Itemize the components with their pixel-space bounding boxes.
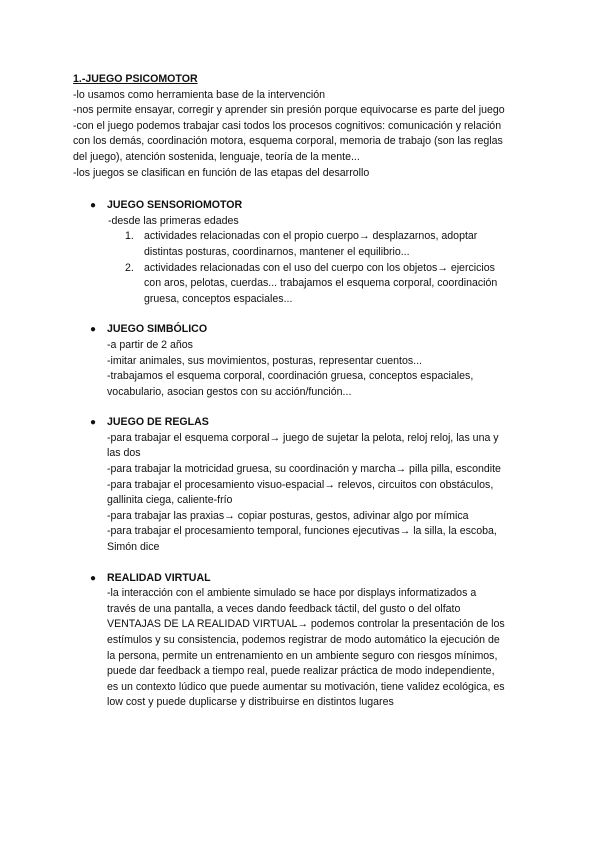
section-line: -para trabajar el procesamiento visuo-espacial→ relevos, circuitos con obstáculos, [107,478,494,491]
section-line: Simón dice [107,541,160,554]
document-title: 1.-JUEGO PSICOMOTOR [73,73,198,85]
bullet-icon: ● [90,572,97,584]
section-line: vocabulario, asocian gestos con su acción/función... [107,385,352,398]
intro-line: del juego), atención sostenida, lenguaje, teoría de la mente... [73,150,360,163]
intro-line: -los juegos se clasifican en función de las etapas del desarrollo [73,166,370,179]
numbered-item [107,261,540,308]
item-line: gruesa, conceptos espaciales... [144,292,293,305]
numbered-item [107,229,540,260]
intro-line: -lo usamos como herramienta base de la intervención [73,88,326,101]
section-simbolico [73,322,540,400]
section-realidad-virtual [73,571,540,711]
section-line: es un contexto lúdico que puede aumentar su motivación, tiene validez ecológica, es [107,680,505,693]
section-sensoriomotor [73,198,540,307]
section-line: la persona, permite un entrenamiento en un ambiente seguro con riesgos mínimos, [107,649,498,662]
bullet-icon: ● [90,324,97,336]
section-line: las dos [107,447,141,460]
section-title: REALIDAD VIRTUAL [107,571,211,584]
section-line: estímulos y su consistencia, podemos registrar de modo automático la ejecución de [107,634,500,646]
section-title: JUEGO SIMBÓLICO [107,323,208,336]
intro-block [73,88,540,182]
item-line: distintas posturas, coordinarnos, mantener el equilibrio... [144,245,410,258]
section-line: -para trabajar el esquema corporal→ juego de sujetar la pelota, reloj reloj, las una y [107,431,499,444]
section-title: JUEGO SENSORIOMOTOR [107,199,243,212]
section-reglas [73,415,540,555]
item-line: actividades relacionadas con el uso del cuerpo con los objetos→ ejercicios [144,261,495,274]
section-line: low cost y puede duplicarse y distribuirse en distintos lugares [107,696,394,709]
section-line: -desde las primeras edades [108,214,239,227]
intro-line: -con el juego podemos trabajar casi todos los procesos cognitivos: comunicación y relación [73,119,502,132]
section-line: través de una pantalla, a veces dando feedback táctil, del gusto o del olfato [107,602,461,615]
bullet-icon: ● [90,417,97,429]
section-line: puede dar feedback a tiempo real, puede realizar práctica de modo independiente, [107,665,495,678]
section-line: VENTAJAS DE LA REALIDAD VIRTUAL→ podemos controlar la presentación de los [107,618,505,631]
intro-line: -nos permite ensayar, corregir y aprender sin presión porque equivocarse es parte del juego [73,104,505,117]
section-line: -a partir de 2 años [107,338,193,351]
section-line: -para trabajar las praxias→ copiar posturas, gestos, adivinar algo por mímica [107,509,469,522]
section-line: -para trabajar la motricidad gruesa, su coordinación y marcha→ pilla pilla, escondite [107,463,501,476]
item-line: con aros, pelotas, cuerdas... trabajamos el esquema corporal, coordinación [144,277,498,290]
bullet-icon: ● [90,200,97,212]
item-number: 1. [125,230,134,243]
item-line: actividades relacionadas con el propio cuerpo→ desplazarnos, adoptar [144,230,478,243]
section-line: -para trabajar el procesamiento temporal, funciones ejecutivas→ la silla, la escoba, [107,525,497,538]
section-title: JUEGO DE REGLAS [107,416,209,429]
item-number: 2. [125,261,134,274]
section-line: gallinita ciega, caliente-frío [107,494,233,507]
section-line: -la interacción con el ambiente simulado se hace por displays informatizados a [107,587,477,600]
intro-line: con los demás, coordinación motora, esquema corporal, memoria de trabajo (son las reglas [73,135,503,148]
section-line: -imitar animales, sus movimientos, posturas, representar cuentos... [107,354,422,367]
section-line: -trabajamos el esquema corporal, coordinación gruesa, conceptos espaciales, [107,370,474,383]
